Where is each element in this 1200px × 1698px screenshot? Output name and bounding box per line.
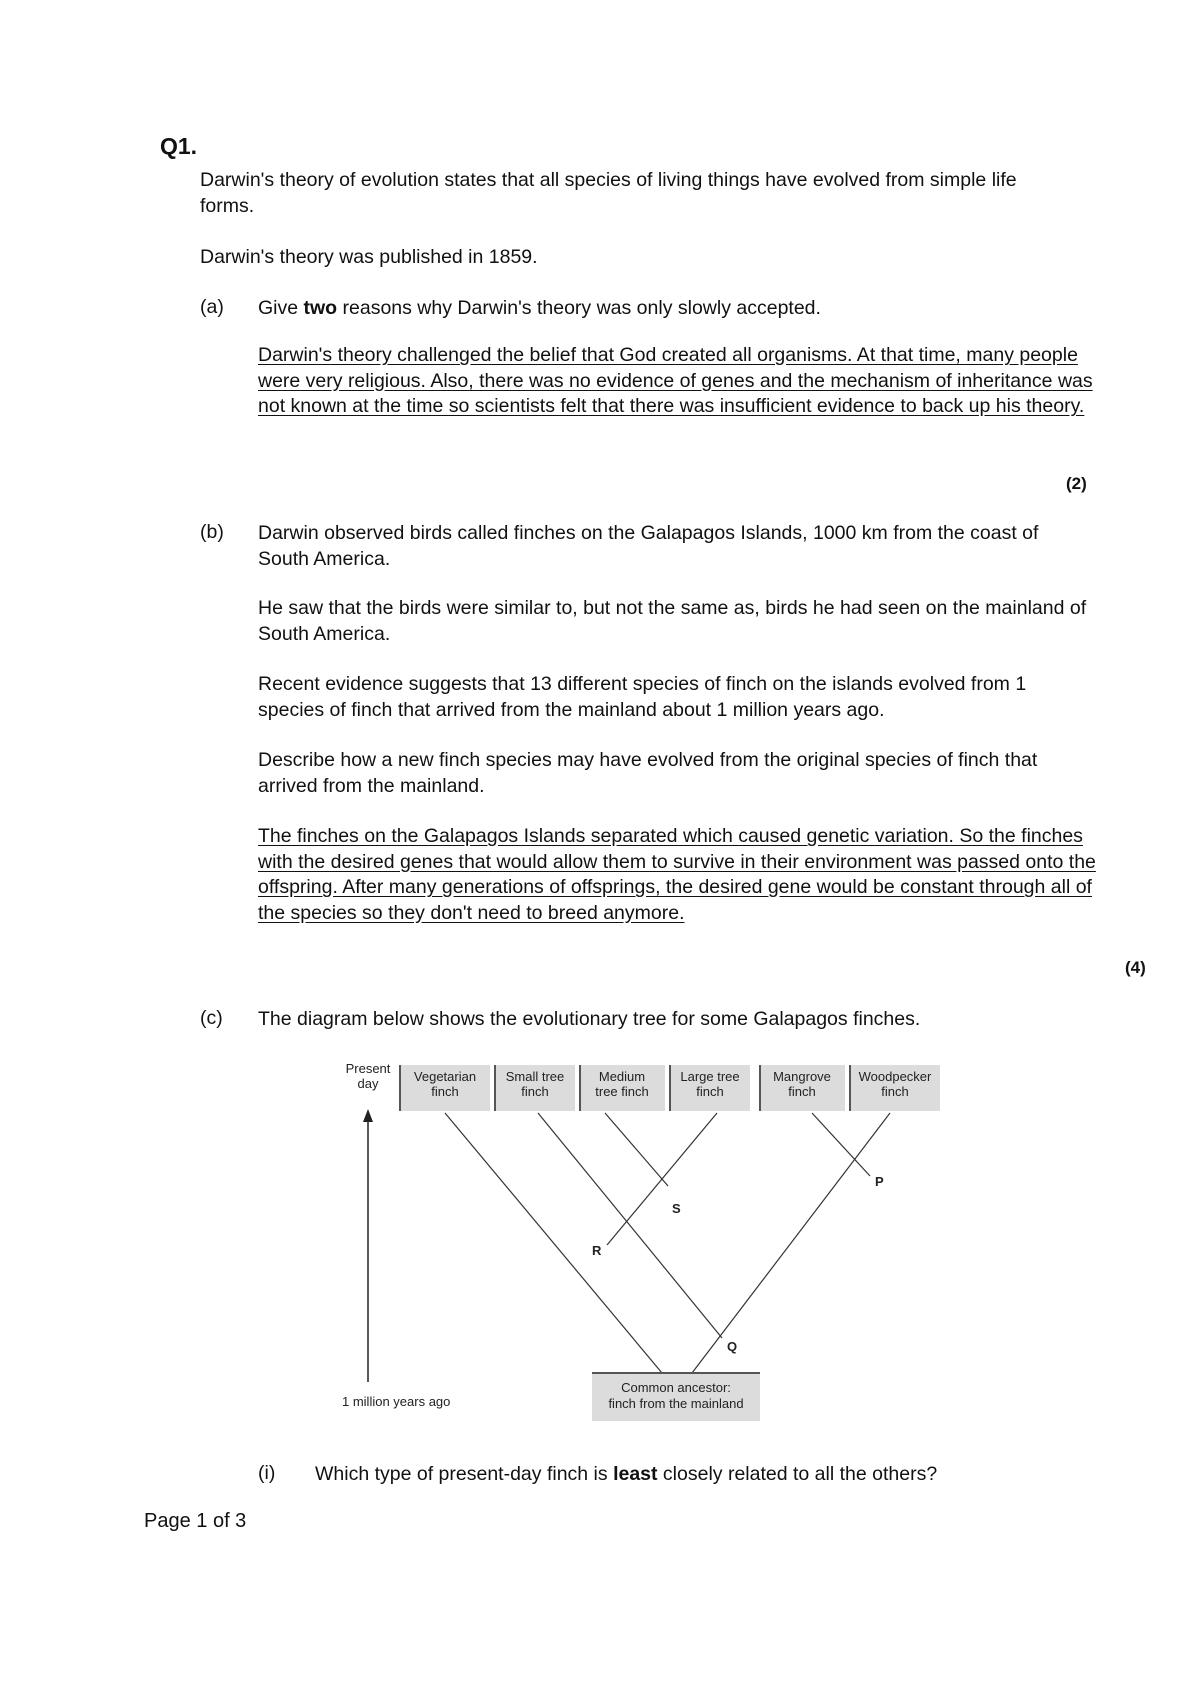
finch-name: Large tree [680, 1069, 740, 1084]
ancestor-label-line2: finch from the mainland [608, 1396, 744, 1411]
node-p-label: P [875, 1174, 884, 1189]
part-a-answer: Darwin's theory challenged the belief that God created all organisms. At that time, many people were very religious. Also, there was no evidence of genes and the mechanism of inheritance was not known at the time so scientists felt that there was insufficient evidence to back up his theory. [258, 344, 1093, 417]
branch-woodpecker [692, 1113, 890, 1373]
axis-day-label: day [357, 1076, 379, 1091]
finch-box-vegetarian [400, 1065, 490, 1111]
finch-box-large-tree [670, 1065, 750, 1111]
axis-million-years-label: 1 million years ago [342, 1394, 451, 1409]
finch-name: Mangrove [773, 1069, 831, 1084]
finch-name-line2: finch [788, 1084, 816, 1099]
part-b-label: (b) [200, 521, 224, 543]
part-b-answer: The finches on the Galapagos Islands separated which caused genetic variation. So the finches with the desired genes that would allow them to survive in their environment was passed onto the offspring. After many generations of offsprings, the desired gene would be constant through all of the species so they don't need to breed anymore. [258, 825, 1096, 924]
finch-name-line2: finch [521, 1084, 549, 1099]
part-a-label: (a) [200, 296, 224, 318]
part-b-para4: Describe how a new finch species may have evolved from the original species of finch that arrived from the mainland. [258, 749, 1038, 797]
page-number: Page 1 of 3 [144, 1510, 247, 1532]
finch-name: Medium [598, 1069, 646, 1084]
part-a-prompt [258, 296, 1088, 322]
part-a-marks: (2) [1066, 474, 1087, 493]
part-c-i-label: (i) [258, 1462, 276, 1484]
part-c-i-prompt-start: Which type of present-day finch is [315, 1463, 614, 1485]
part-a-prompt-bold: two [303, 297, 338, 319]
finch-box-small-tree [495, 1065, 575, 1111]
tree-branches [445, 1113, 890, 1373]
part-c-text: The diagram below shows the evolutionary tree for some Galapagos finches. [258, 1008, 921, 1030]
ancestor-label: Common ancestor: [621, 1380, 731, 1395]
question-number: Q1. [160, 133, 198, 159]
finch-name: Woodpecker [858, 1069, 932, 1084]
axis-present-label: Present [345, 1061, 391, 1076]
part-c-label: (c) [200, 1007, 223, 1029]
evolutionary-tree-diagram [330, 1055, 960, 1425]
question-published: Darwin's theory was published in 1859. [200, 246, 538, 268]
time-axis [342, 1061, 450, 1409]
branch-mangrove [812, 1113, 870, 1176]
finch-name-line2: finch [881, 1084, 909, 1099]
branch-vegetarian [445, 1113, 662, 1373]
node-r-label: R [592, 1243, 602, 1258]
finch-name-line2: finch [431, 1084, 459, 1099]
branch-medium-tree [605, 1113, 668, 1186]
finch-box-mangrove [760, 1065, 845, 1111]
node-s-label: S [672, 1201, 681, 1216]
finch-box-medium-tree [580, 1065, 665, 1111]
common-ancestor-box [592, 1373, 760, 1421]
time-axis-arrowhead [363, 1109, 373, 1122]
part-c-i-prompt-end: closely related to all the others? [657, 1463, 938, 1485]
finch-name: Vegetarian [413, 1069, 477, 1084]
part-b-para3: Recent evidence suggests that 13 different species of finch on the islands evolved from 1 species of finch that arrived from the mainland about 1 million years ago. [258, 673, 1027, 721]
part-b-marks: (4) [1125, 958, 1146, 977]
part-b-para2: He saw that the birds were similar to, but not the same as, birds he had seen on the mainland of South America. [258, 597, 1087, 645]
finch-name-line2: finch [696, 1084, 724, 1099]
question-intro: Darwin's theory of evolution states that all species of living things have evolved from simple life forms. [200, 169, 1017, 217]
part-a-prompt-start: Give [258, 297, 304, 319]
part-c-i-prompt [315, 1462, 1115, 1488]
part-b-para1: Darwin observed birds called finches on the Galapagos Islands, 1000 km from the coast of South America. [258, 522, 1039, 570]
branch-small-tree [538, 1113, 722, 1338]
finch-name-line2: tree finch [595, 1084, 649, 1099]
part-a-prompt-end: reasons why Darwin's theory was only slowly accepted. [337, 297, 821, 319]
finch-name: Small tree [505, 1069, 565, 1084]
branch-large-tree [607, 1113, 717, 1245]
part-c-i-prompt-bold: least [613, 1463, 658, 1485]
node-q-label: Q [727, 1339, 738, 1354]
finch-box-woodpecker [850, 1065, 940, 1111]
